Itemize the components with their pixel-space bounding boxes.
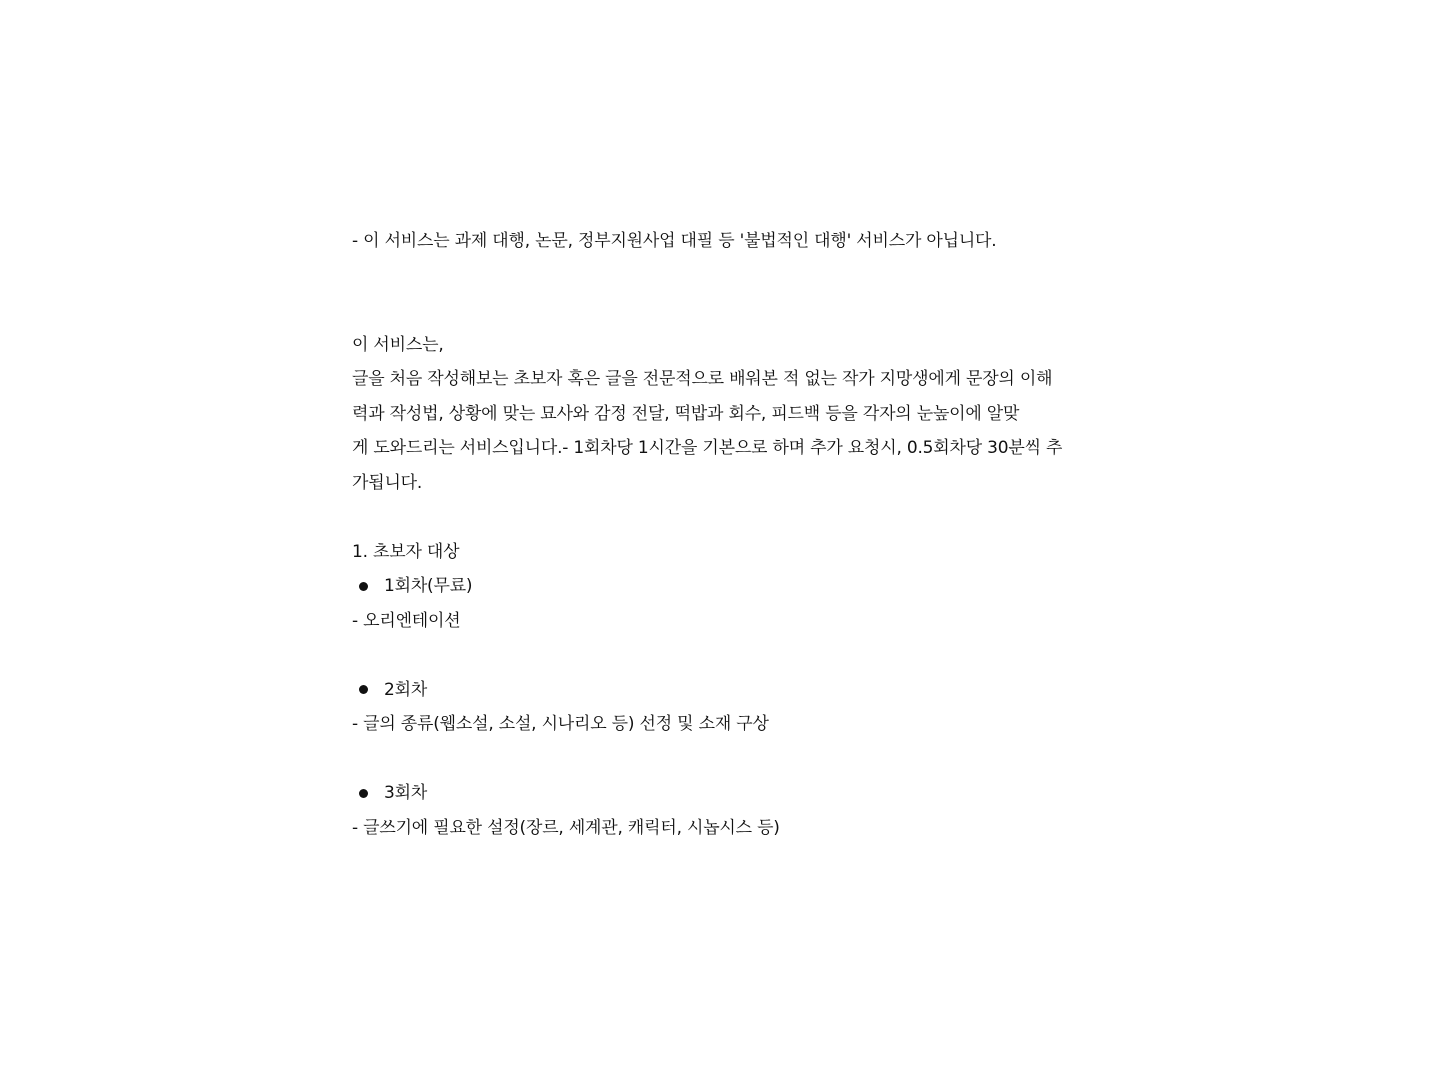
spacer bbox=[352, 742, 1072, 777]
bullet-dot-icon bbox=[359, 582, 368, 591]
intro-line: 력과 작성법, 상황에 맞는 묘사와 감정 전달, 떡밥과 회수, 피드백 등을 각자의 눈높이에 알맞 bbox=[352, 403, 1020, 424]
bullet-dot-icon bbox=[359, 789, 368, 798]
document-body bbox=[352, 224, 1072, 845]
session-detail: - 글쓰기에 필요한 설정(장르, 세계관, 캐릭터, 시놉시스 등) bbox=[352, 817, 780, 838]
session-detail: - 글의 종류(웹소설, 소설, 시나리오 등) 선정 및 소재 구상 bbox=[352, 714, 769, 734]
intro-line: 글을 처음 작성해보는 초보자 혹은 글을 전문적으로 배워본 적 없는 작가 지망생에게 문장의 이해 bbox=[352, 369, 1053, 389]
session-item bbox=[352, 673, 1072, 708]
session-label: 1회차(무료) bbox=[384, 576, 473, 596]
session-item bbox=[352, 569, 1072, 604]
session-label: 3회차 bbox=[384, 783, 428, 803]
bullet-dot-icon bbox=[359, 685, 368, 694]
session-detail: - 오리엔테이션 bbox=[352, 610, 461, 631]
spacer bbox=[352, 638, 1072, 673]
section-title: 1. 초보자 대상 bbox=[352, 541, 460, 562]
session-item bbox=[352, 776, 1072, 811]
spacer bbox=[352, 259, 1072, 328]
service-notice: - 이 서비스는 과제 대행, 논문, 정부지원사업 대필 등 '불법적인 대행' 서비스가 아닙니다. bbox=[352, 231, 997, 251]
session-label: 2회차 bbox=[384, 679, 428, 700]
intro-line: 게 도와드리는 서비스입니다.- 1회차당 1시간을 기본으로 하며 추가 요청시, 0.5회차당 30분씩 추 bbox=[352, 438, 1063, 458]
intro-heading: 이 서비스는, bbox=[352, 334, 444, 355]
intro-line: 가됩니다. bbox=[352, 472, 423, 493]
spacer bbox=[352, 500, 1072, 535]
